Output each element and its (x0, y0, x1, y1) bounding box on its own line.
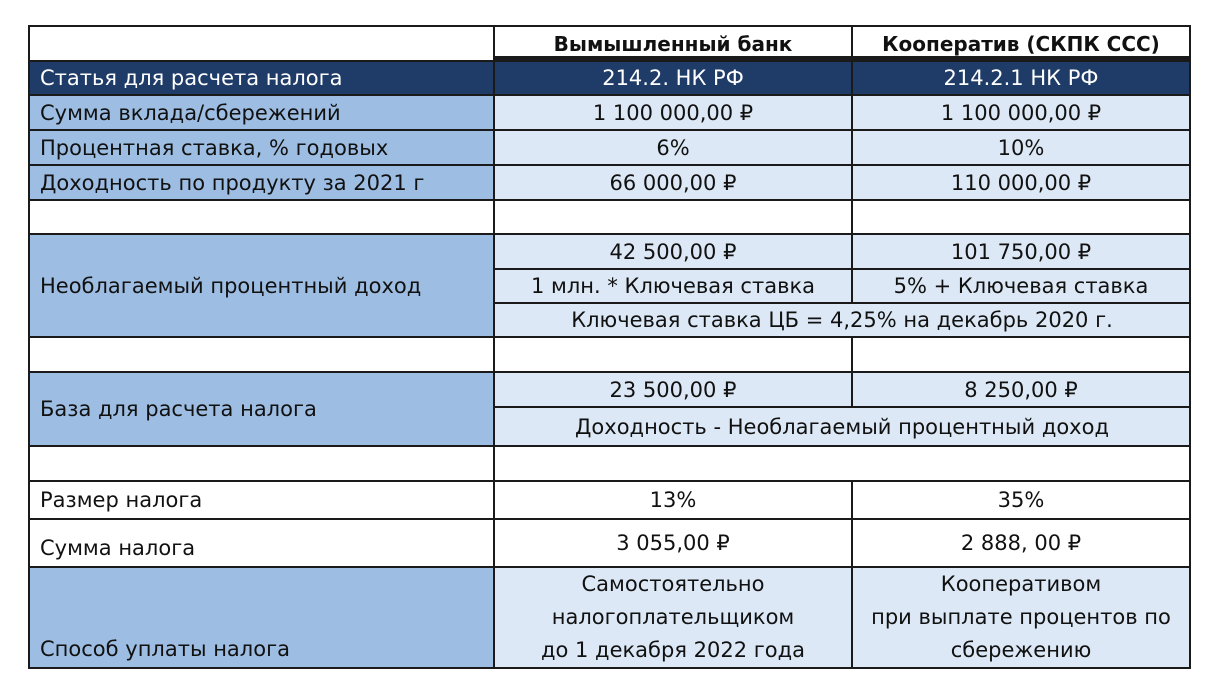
coop-value: 8 250,00 ₽ (852, 372, 1190, 407)
coop-value: 10% (852, 130, 1190, 165)
header-empty-cell (29, 26, 494, 61)
payment-line: Самостоятельно (581, 572, 765, 596)
coop-value: 2 888, 00 ₽ (852, 519, 1190, 567)
spacer-cell (494, 200, 852, 234)
coop-value: 35% (852, 481, 1190, 519)
payment-line: налогоплательщиком (551, 605, 795, 629)
bank-value: 3 055,00 ₽ (494, 519, 852, 567)
header-coop: Кооператив (СКПК ССС) (852, 26, 1190, 61)
spacer-cell (494, 446, 1190, 481)
coop-payment-method (852, 567, 1190, 668)
bank-value: 1 100 000,00 ₽ (494, 95, 852, 130)
row-deposit (29, 95, 1190, 130)
row-label: Необлагаемый процентный доход (29, 234, 494, 337)
row-label: Статья для расчета налога (29, 61, 494, 95)
spacer-cell (29, 446, 494, 481)
spacer-row (29, 200, 1190, 234)
row-base-values (29, 372, 1190, 407)
row-label: Сумма налога (29, 519, 494, 567)
spacer-cell (29, 200, 494, 234)
coop-value: 1 100 000,00 ₽ (852, 95, 1190, 130)
row-tax-rate (29, 481, 1190, 519)
bank-value: 23 500,00 ₽ (494, 372, 852, 407)
bank-value: 13% (494, 481, 852, 519)
tax-comparison-table (28, 25, 1191, 669)
coop-value: 110 000,00 ₽ (852, 165, 1190, 200)
row-tax-amount (29, 519, 1190, 567)
header-row (29, 26, 1190, 61)
bank-payment-method (494, 567, 852, 668)
bank-value: 66 000,00 ₽ (494, 165, 852, 200)
spacer-cell (29, 337, 494, 372)
row-rate (29, 130, 1190, 165)
coop-value: 214.2.1 НК РФ (852, 61, 1190, 95)
row-payment (29, 567, 1190, 668)
payment-line: до 1 декабря 2022 года (540, 638, 806, 662)
row-label: Процентная ставка, % годовых (29, 130, 494, 165)
bank-value: 42 500,00 ₽ (494, 234, 852, 269)
header-bank: Вымышленный банк (494, 26, 852, 61)
row-nontaxable-values (29, 234, 1190, 269)
row-article (29, 61, 1190, 95)
row-label: Способ уплаты налога (29, 567, 494, 668)
row-label: Сумма вклада/сбережений (29, 95, 494, 130)
row-label: База для расчета налога (29, 372, 494, 446)
bank-value: 6% (494, 130, 852, 165)
key-rate-note: Ключевая ставка ЦБ = 4,25% на декабрь 2020 г. (494, 303, 1190, 337)
bank-formula: 1 млн. * Ключевая ставка (494, 269, 852, 303)
bank-value: 214.2. НК РФ (494, 61, 852, 95)
coop-formula: 5% + Ключевая ставка (852, 269, 1190, 303)
spacer-row (29, 337, 1190, 372)
coop-value: 101 750,00 ₽ (852, 234, 1190, 269)
row-label: Доходность по продукту за 2021 г (29, 165, 494, 200)
base-formula: Доходность - Необлагаемый процентный доход (494, 407, 1190, 446)
spacer-row (29, 446, 1190, 481)
spacer-cell (852, 337, 1190, 372)
spacer-cell (494, 337, 852, 372)
payment-line: сбережению (950, 638, 1092, 662)
spacer-cell (852, 200, 1190, 234)
row-label: Размер налога (29, 481, 494, 519)
payment-line: Кооперативом (940, 572, 1102, 596)
payment-line: при выплате процентов по (871, 605, 1171, 629)
row-income (29, 165, 1190, 200)
